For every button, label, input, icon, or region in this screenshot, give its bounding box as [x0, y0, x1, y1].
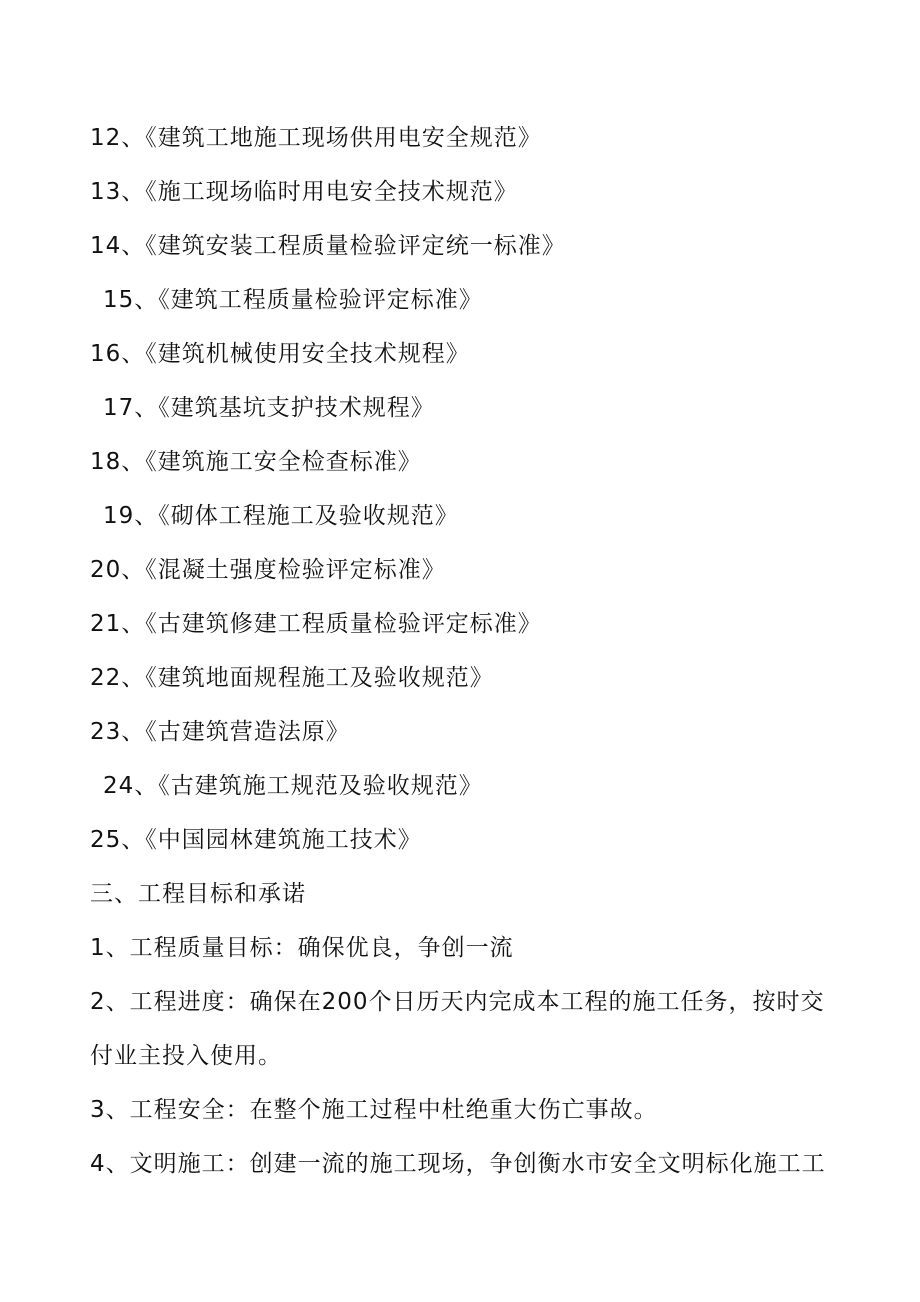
goal-quality: 1、工程质量目标：确保优良，争创一流 — [90, 935, 514, 961]
goal-safety: 3、工程安全：在整个施工过程中杜绝重大伤亡事故。 — [90, 1097, 658, 1123]
goal-civilized-construction: 4、文明施工：创建一流的施工现场，争创衡水市安全文明标化施工工 — [90, 1151, 826, 1177]
reference-item-13: 13、《施工现场临时用电安全技术规范》 — [90, 179, 518, 205]
reference-item-16: 16、《建筑机械使用安全技术规程》 — [90, 341, 470, 367]
reference-item-25: 25、《中国园林建筑施工技术》 — [90, 827, 422, 853]
section-heading: 三、工程目标和承诺 — [90, 881, 306, 907]
reference-item-22: 22、《建筑地面规程施工及验收规范》 — [90, 665, 494, 691]
reference-item-20: 20、《混凝土强度检验评定标准》 — [90, 557, 446, 583]
reference-item-24: 24、《古建筑施工规范及验收规范》 — [103, 773, 483, 799]
reference-item-12: 12、《建筑工地施工现场供用电安全规范》 — [90, 125, 542, 151]
reference-item-17: 17、《建筑基坑支护技术规程》 — [103, 395, 435, 421]
reference-item-18: 18、《建筑施工安全检查标准》 — [90, 449, 422, 475]
reference-item-15: 15、《建筑工程质量检验评定标准》 — [103, 287, 483, 313]
goal-schedule-continued: 付业主投入使用。 — [90, 1043, 282, 1069]
reference-item-21: 21、《古建筑修建工程质量检验评定标准》 — [90, 611, 542, 637]
reference-item-19: 19、《砌体工程施工及验收规范》 — [103, 503, 459, 529]
reference-item-23: 23、《古建筑营造法原》 — [90, 719, 350, 745]
goal-schedule: 2、工程进度：确保在200个日历天内完成本工程的施工任务，按时交 — [90, 989, 825, 1015]
reference-item-14: 14、《建筑安装工程质量检验评定统一标准》 — [90, 233, 566, 259]
